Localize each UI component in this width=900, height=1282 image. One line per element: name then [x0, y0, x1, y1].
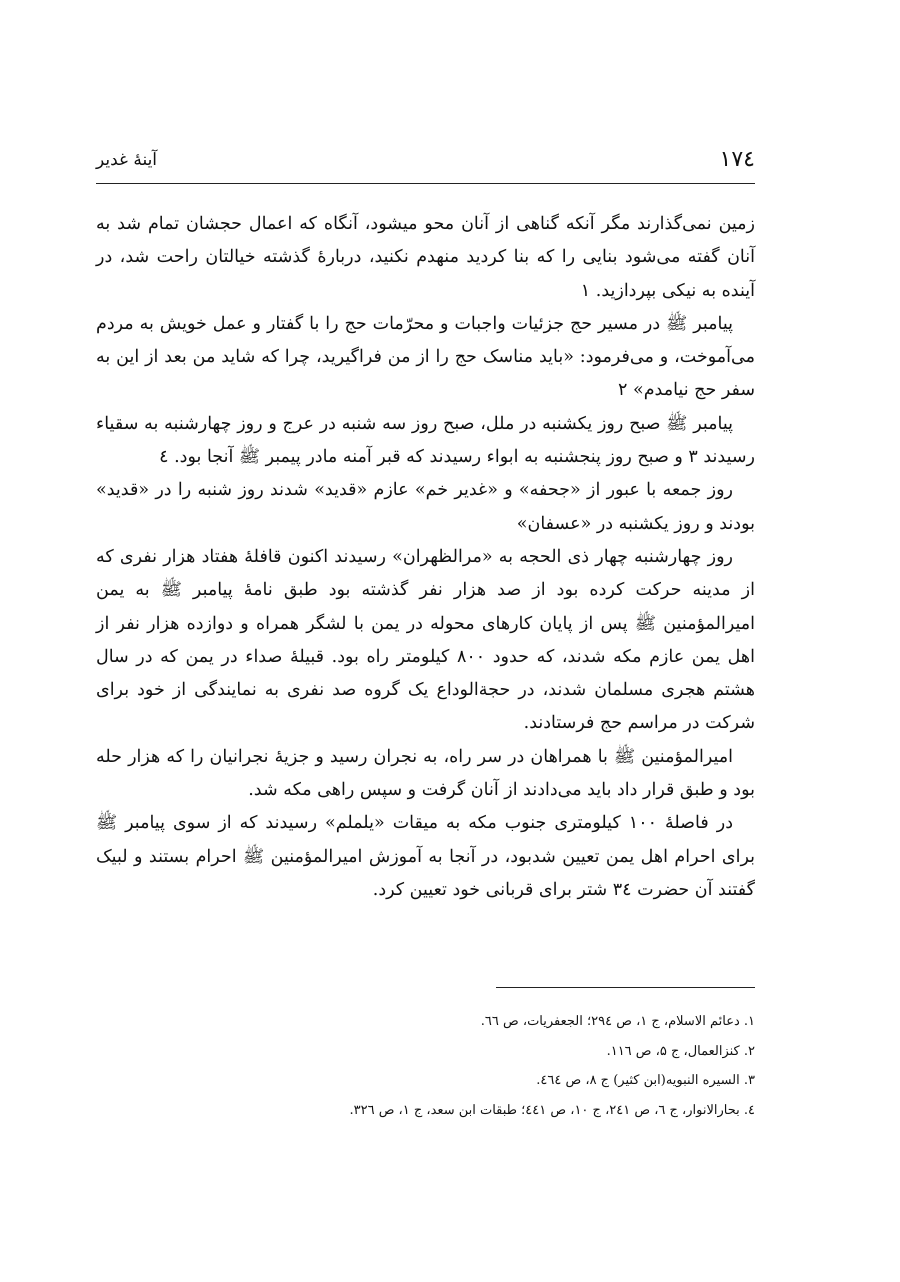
- paragraph-1: زمین نمی‌گذارند مگر آنکه گناهی از آنان محو میشود، آنگاه که اعمال حجشان تمام شد به آنان گفته می‌شود بنایی را که بنا کردید منهدم نکنید، دربارهٔ گذشته خیالتان راحت شد، در آینده به نیکی بپردازید. ۱: [96, 214, 755, 301]
- paragraph-6: امیرالمؤمنین ﷺ با همراهان در سر راه، به نجران رسید و جزیهٔ نجرانیان را که هزار حله بود و طبق قرار داد باید می‌دادند از آنان گرفت و سپس راهی مکه شد.: [96, 746, 755, 801]
- footnote-1: ۱. دعائم الاسلام، ج ۱، ص ۲۹٤؛ الجعفریات، ص ٦٦.: [480, 1014, 755, 1029]
- paragraph-2: پیامبر ﷺ در مسیر حج جزئیات واجبات و محرّمات حج را با گفتار و عمل خویش به مردم می‌آموخت، و می‌فرمود: «باید مناسک حج را از من فراگیرید، چرا که شاید من بعد از این به سفر حج نیامدم» ۲: [96, 313, 755, 401]
- body-text: [96, 208, 755, 907]
- footnote-rule: [496, 987, 755, 988]
- running-title: آینهٔ غدیر: [96, 150, 158, 170]
- footnote-3: ۳. السیره النبویه(ابن کثیر) ج ۸، ص ٤٦٤.: [536, 1073, 755, 1088]
- footnote-4: ٤. بحارالانوار، ج ٦، ص ۲٤۱، ج ۱۰، ص ٤٤۱؛ طبقات ابن سعد، ج ۱، ص ۳۲٦.: [349, 1102, 755, 1118]
- paragraph-4: روز جمعه با عبور از «جحفه» و «غدیر خم» عازم «قدید» شدند روز شنبه را در «قدید» بودند و روز یکشنبه در «عسفان»: [96, 480, 755, 534]
- page-header: [96, 142, 755, 178]
- footnotes: [96, 1007, 755, 1125]
- paragraph-7: در فاصلهٔ ۱۰۰ کیلومتری جنوب مکه به میقات «یلملم» رسیدند که از سوی پیامبر ﷺ برای احرام اهل یمن تعیین شدبود، در آنجا به آموزش امیرالمؤمنین ﷺ احرام بستند و لبیک گفتند آن حضرت ٣٤ شتر برای قربانی خود تعیین کرد.: [96, 813, 755, 900]
- footnote-2: ۲. کنزالعمال، ج ۵، ص ۱۱٦.: [606, 1043, 755, 1059]
- header-rule: [96, 183, 755, 184]
- paragraph-3: پیامبر ﷺ صبح روز یکشنبه در ملل، صبح روز سه شنبه در عرج و روز چهارشنبه به سقیاء رسیدند ۳ و صبح روز پنجشنبه به ابواء رسیدند که قبر آمنه مادر پیمبر ﷺ آنجا بود. ٤: [96, 413, 755, 468]
- paragraph-5: روز چهارشنبه چهار ذی الحجه به «مرالظهران» رسیدند اکنون قافلهٔ هفتاد هزار نفری که از مدینه حرکت کرده بود از صد هزار نفر گذشته بود طبق نامهٔ پیامبر ﷺ به یمن امیرالمؤمنین ﷺ پس از پایان کارهای محوله در یمن با لشگر همراه و دوازده هزار نفر از اهل یمن عازم مکه شدند، که حدود ۸۰۰ کیلومتر راه بود. قبیلهٔ صداء در یمن که در سال هشتم هجری مسلمان شدند، در حجةالوداع یک گروه صد نفری به نمایندگی از خود برای شرکت در مراسم حج فرستادند.: [96, 546, 755, 734]
- page-number: ۱۷٤: [719, 147, 755, 172]
